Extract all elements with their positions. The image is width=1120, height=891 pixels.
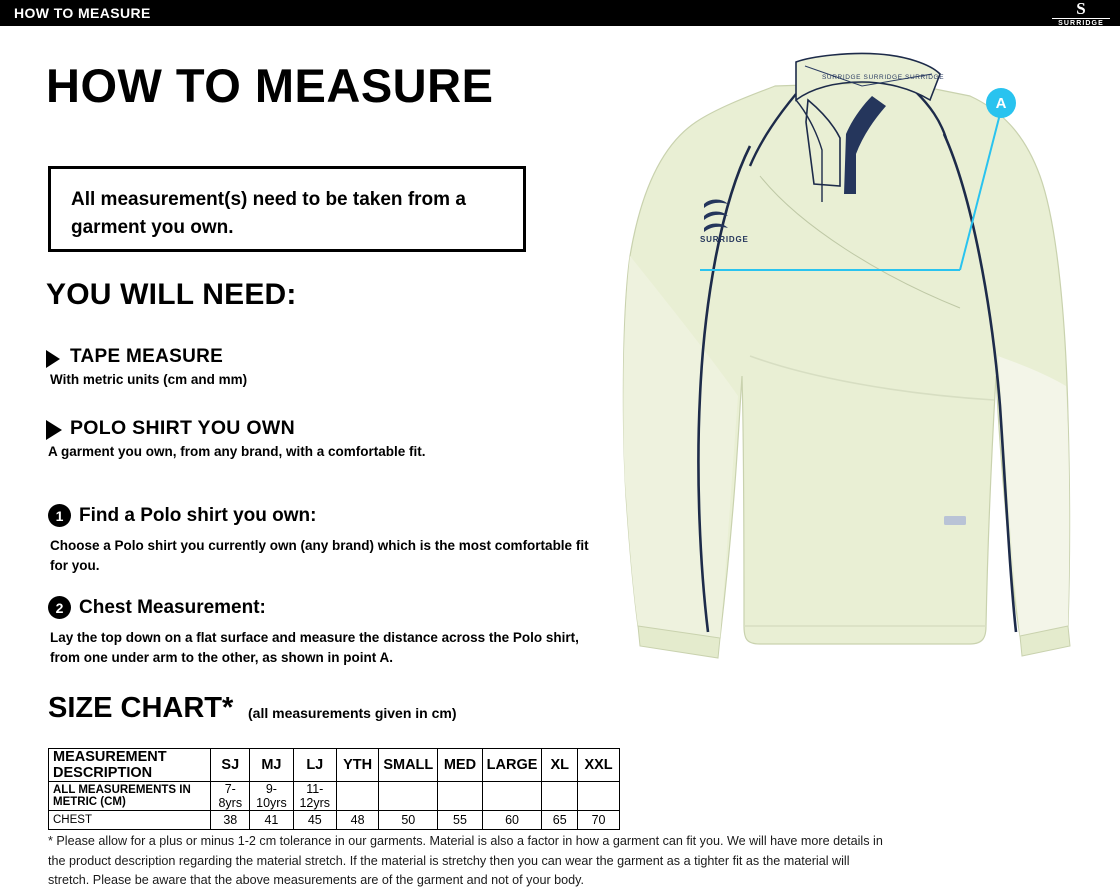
table-cell: 7-8yrs	[211, 782, 250, 811]
brand-logo-stack	[1052, 0, 1110, 27]
table-cell: 65	[542, 811, 578, 830]
table-cell: 48	[336, 811, 378, 830]
table-header-cell: LJ	[293, 749, 336, 782]
table-cell: 60	[482, 811, 542, 830]
step-heading: Find a Polo shirt you own:	[79, 505, 317, 526]
triangle-bullet-icon	[46, 420, 62, 440]
table-header-row	[49, 749, 620, 782]
top-bar	[0, 0, 1120, 26]
need-item-label: POLO SHIRT YOU OWN	[70, 417, 295, 439]
table-cell	[336, 782, 378, 811]
page-title: HOW TO MEASURE	[46, 59, 494, 112]
table-cell: 38	[211, 811, 250, 830]
table-cell: ALL MEASUREMENTS IN METRIC (CM)	[49, 782, 211, 811]
size-chart-title: SIZE CHART*	[48, 692, 234, 724]
triangle-bullet-icon	[46, 350, 60, 368]
brand-rule	[1052, 18, 1110, 19]
table-cell: 45	[293, 811, 336, 830]
table-cell: 41	[250, 811, 293, 830]
brand-mark-icon: S	[1076, 0, 1086, 18]
step-body: Lay the top down on a flat surface and measure the distance across the Polo shirt, from one under arm to the other, as shown in point A.	[50, 630, 579, 665]
sleeve-tab	[944, 516, 966, 525]
step-number-badge: 1	[48, 504, 71, 527]
table-cell	[379, 782, 438, 811]
you-will-need-heading: YOU WILL NEED:	[46, 278, 297, 311]
table-header-cell: LARGE	[482, 749, 542, 782]
table-header-cell: MED	[438, 749, 482, 782]
table-header-cell: XL	[542, 749, 578, 782]
callout-badge-a: A	[986, 88, 1016, 118]
top-bar-title: HOW TO MEASURE	[14, 5, 151, 21]
need-item-sub: With metric units (cm and mm)	[50, 372, 248, 387]
size-chart-table	[48, 748, 620, 830]
garment-illustration	[600, 26, 1120, 868]
size-chart-note: (all measurements given in cm)	[248, 705, 457, 721]
table-cell	[482, 782, 542, 811]
table-header-cell: XXL	[578, 749, 620, 782]
table-header-cell: MJ	[250, 749, 293, 782]
brand-logo	[1014, 0, 1110, 27]
table-row	[49, 782, 620, 811]
table-cell	[542, 782, 578, 811]
table-header-cell: SMALL	[379, 749, 438, 782]
table-header-cell: MEASUREMENT DESCRIPTION	[49, 749, 211, 782]
table-cell: 55	[438, 811, 482, 830]
table-cell: CHEST	[49, 811, 211, 830]
need-item-sub: A garment you own, from any brand, with a comfortable fit.	[48, 444, 426, 459]
collar-branding-text: SURRIDGE SURRIDGE SURRIDGE	[822, 74, 945, 81]
right-sleeve-panel	[998, 356, 1069, 636]
step-heading: Chest Measurement:	[79, 597, 266, 618]
table-header-cell: SJ	[211, 749, 250, 782]
table-cell: 9-10yrs	[250, 782, 293, 811]
table-header-cell: YTH	[336, 749, 378, 782]
need-item-label: TAPE MEASURE	[70, 346, 224, 367]
logo-wordmark: SURRIDGE	[700, 235, 749, 244]
notice-box	[48, 166, 526, 252]
table-row	[49, 811, 620, 830]
table-cell: 11-12yrs	[293, 782, 336, 811]
table-cell: 70	[578, 811, 620, 830]
notice-text: All measurement(s) need to be taken from a garment you own.	[71, 189, 466, 238]
brand-wordmark: SURRIDGE	[1058, 19, 1104, 27]
step-number-badge: 2	[48, 596, 71, 619]
table-cell	[438, 782, 482, 811]
footnote-text: * Please allow for a plus or minus 1-2 cm tolerance in our garments. Material is also a factor in how a garment can fit you. We will have more details in the product description regarding the material stretch. If the material is stretchy then you can wear the garment as a tighter fit as the material will stretch. Please be aware that the above measurements are of the garment and not of your body.	[48, 834, 883, 888]
table-cell: 50	[379, 811, 438, 830]
step-body: Choose a Polo shirt you currently own (any brand) which is the most comfortable fit for you.	[50, 538, 589, 573]
polo-shirt-graphic	[600, 26, 1120, 686]
